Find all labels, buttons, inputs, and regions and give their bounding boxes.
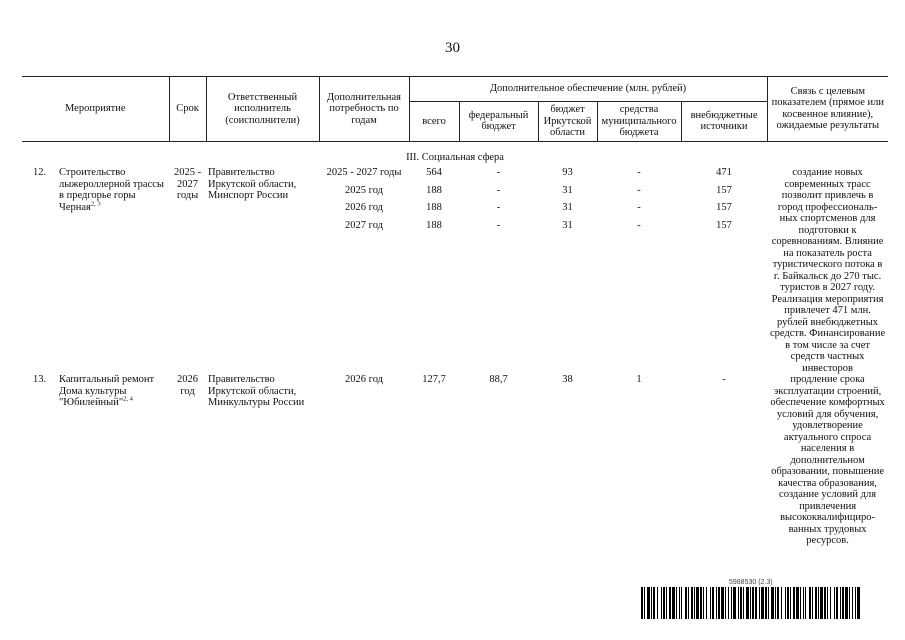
header-extra: внебюджетные источники	[681, 102, 767, 142]
municipal-cell: 1	[636, 374, 642, 385]
barcode-graphic	[641, 587, 861, 619]
row-result: создание новых современных трасс позволит привлечь в город профессиональ-ных спортсменов для подготовки к соревнованиям. Влияние на показатель роста туристического потока в г. Байкальск до 270 тыс. туристов в 2027 году. Реализация мероприятия привлечет 471 млн. рублей внебюджетных средств. Финансирование в том числе за счет средств частных инвесторов	[769, 167, 886, 374]
federal-cell: -	[496, 202, 501, 213]
period-cell: 2025 - 2027 годы	[326, 167, 402, 178]
header-municipal: средства муниципального бюджета	[597, 102, 681, 142]
row-event	[57, 374, 169, 547]
header-term: Срок	[169, 77, 206, 142]
regional-cell: 38	[562, 374, 573, 385]
federal-cell: -	[496, 167, 501, 178]
total-cell: 188	[426, 219, 442, 231]
measures-table	[22, 76, 888, 547]
regional-cell: 31	[562, 219, 573, 231]
regional-cell: 31	[562, 184, 573, 196]
row-term: 2025 - 2027 годы	[173, 167, 202, 201]
header-event: Мероприятие	[22, 77, 169, 142]
extra-cell: -	[722, 374, 726, 385]
header-need: Дополнительная потребность по годам	[319, 77, 409, 142]
municipal-cell: -	[637, 219, 641, 231]
federal-cell: -	[496, 219, 501, 231]
period-cell: 2026 год	[345, 202, 383, 213]
total-cell: 127,7	[422, 374, 446, 385]
row-event-footnote: 2, 3	[90, 200, 101, 207]
municipal-cell: -	[637, 202, 641, 213]
header-executor: Ответственный исполнитель (соисполнители)	[206, 77, 319, 142]
period-cell: 2026 год	[345, 374, 383, 385]
row-event-text: Капитальный ремонт Дома культуры "Юбилейный"	[59, 374, 155, 408]
row-executor: Правительство Иркутской области, Минспорт России	[208, 167, 297, 201]
period-cell: 2027 год	[345, 219, 383, 231]
header-result: Связь с целевым показателем (прямое или косвенное влияние), ожидаемые результаты	[767, 77, 888, 142]
regional-cell: 31	[562, 202, 573, 213]
row-executor: Правительство Иркутской области, Минкультуры России	[208, 374, 305, 408]
row-event-footnote: 2, 4	[123, 395, 133, 403]
total-cell: 564	[426, 167, 442, 178]
row-municipal	[597, 167, 681, 374]
row-event	[57, 167, 169, 374]
period-cell: 2025 год	[345, 184, 383, 196]
row-term: 2026 год	[177, 374, 199, 397]
extra-cell: 157	[716, 219, 732, 231]
barcode-number: 5988530 (2.3)	[729, 579, 773, 586]
row-regional	[538, 167, 597, 374]
header-federal: федеральный бюджет	[459, 102, 538, 142]
section-title: III. Социальная сфера	[406, 151, 504, 163]
row-number: 12.	[32, 167, 47, 178]
page-number: 30	[445, 40, 460, 56]
row-federal	[459, 167, 538, 374]
row-extra	[681, 167, 767, 374]
row-result: продление срока эксплуатации строений, обеспечение комфортных условий для обучения, удовлетворение актуального спроса населения в дополнительном образовании, повышение качества образования, создание условий для привлечения высококвалифициро-ванных трудовых ресурсов.	[770, 374, 885, 546]
regional-cell: 93	[562, 167, 573, 178]
row-event-text: Строительство лыжероллерной трассы в предгорье горы Черная	[59, 167, 164, 213]
row-total	[409, 167, 459, 374]
federal-cell: 88,7	[489, 374, 508, 385]
total-cell: 188	[426, 202, 442, 213]
federal-cell: -	[496, 184, 501, 196]
header-funding-group: Дополнительное обеспечение (млн. рублей)	[409, 77, 767, 102]
municipal-cell: -	[637, 167, 641, 178]
barcode	[641, 579, 861, 619]
table-row	[22, 374, 888, 547]
extra-cell: 471	[716, 167, 732, 178]
extra-cell: 157	[716, 184, 732, 196]
row-number: 13.	[32, 374, 47, 385]
header-regional: бюджет Иркутской области	[538, 102, 597, 142]
extra-cell: 157	[716, 202, 732, 213]
row-periods	[319, 167, 409, 374]
total-cell: 188	[426, 184, 442, 196]
header-total: всего	[409, 102, 459, 142]
table-row	[22, 167, 888, 374]
municipal-cell: -	[637, 184, 641, 196]
